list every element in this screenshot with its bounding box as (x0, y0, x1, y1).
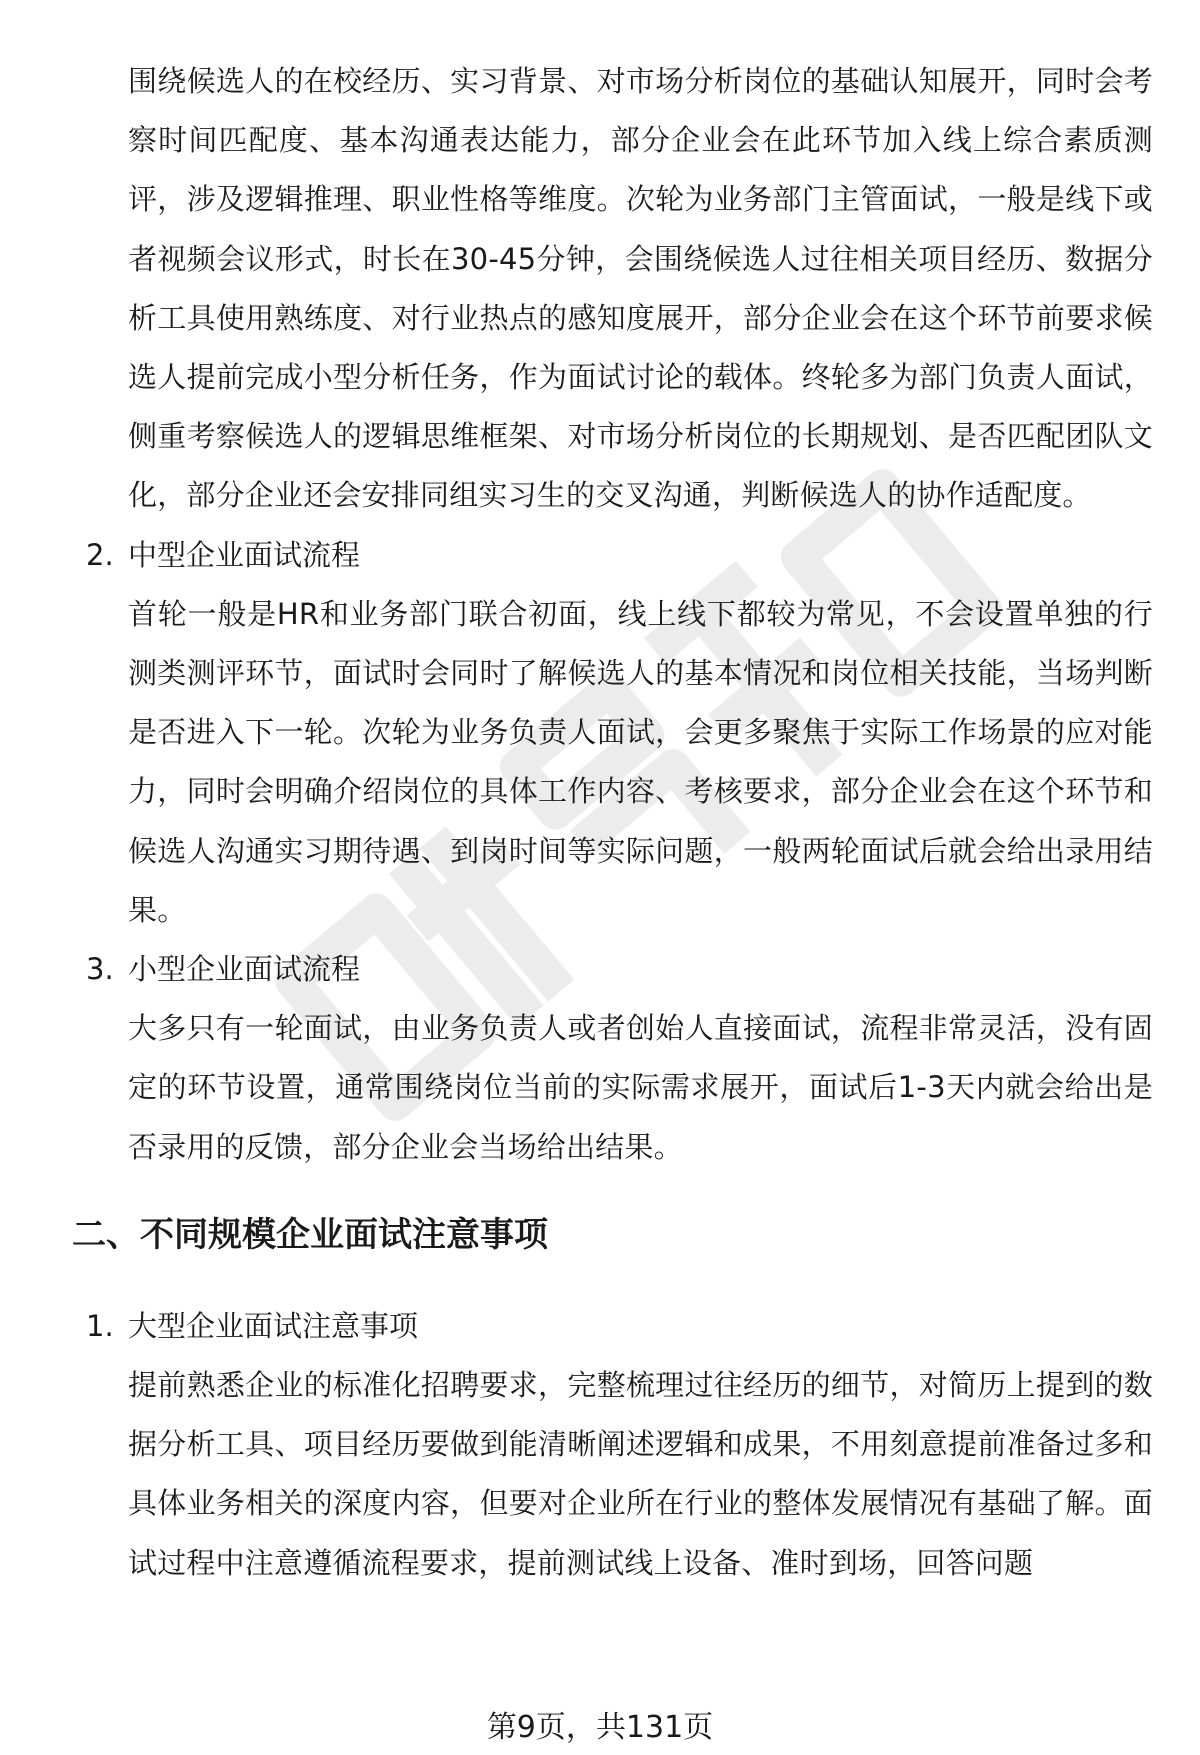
page-footer: 第9页，共131页 (486, 1710, 714, 1745)
item-body: 提前熟悉企业的标准化招聘要求，完整梳理过往经历的细节，对简历上提到的数据分析工具、项目经历要做到能清晰阐述逻辑和成果，不用刻意提前准备过多和具体业务相关的深度内容，但要对企业所在行业的整体发展情况有基础了解。面试过程中注意遵循流程要求，提前测试线上设备、准时到场，回答问题 (128, 1368, 1153, 1580)
item-number: 2. (86, 537, 114, 572)
item-title: 中型企业面试流程 (128, 537, 361, 572)
item-number: 1. (86, 1308, 114, 1343)
item-body: 大多只有一轮面试，由业务负责人或者创始人直接面试，流程非常灵活，没有固定的环节设置，通常围绕岗位当前的实际需求展开，面试后1-3天内就会给出是否录用的反馈，部分企业会当场给出结果。 (128, 1011, 1153, 1164)
item-title: 大型企业面试注意事项 (128, 1308, 419, 1343)
item-body: 首轮一般是HR和业务部门联合初面，线上线下都较为常见，不会设置单独的行测类测评环节，面试时会同时了解候选人的基本情况和岗位相关技能，当场判断是否进入下一轮。次轮为业务负责人面试，会更多聚焦于实际工作场景的应对能力，同时会明确介绍岗位的具体工作内容、考核要求，部分企业会在这个环节和候选人沟通实习期待遇、到岗时间等实际问题，一般两轮面试后就会给出录用结果。 (128, 596, 1153, 927)
section1-item-3 (0, 940, 1200, 1177)
item-number: 3. (86, 952, 114, 987)
item-title: 小型企业面试流程 (128, 952, 361, 987)
intro-paragraph: 围绕候选人的在校经历、实习背景、对市场分析岗位的基础认知展开，同时会考察时间匹配度、基本沟通表达能力，部分企业会在此环节加入线上综合素质测评，涉及逻辑推理、职业性格等维度。次轮为业务部门主管面试，一般是线下或者视频会议形式，时长在30-45分钟，会围绕候选人过往相关项目经历、数据分析工具使用熟练度、对行业热点的感知度展开，部分企业会在这个环节前要求候选人提前完成小型分析任务，作为面试讨论的载体。终轮多为部门负责人面试，侧重考察候选人的逻辑思维框架、对市场分析岗位的长期规划、是否匹配团队文化，部分企业还会安排同组实习生的交叉沟通，判断候选人的协作适配度。 (128, 64, 1153, 513)
document-body (0, 52, 1200, 1593)
section1-item-2 (0, 526, 1200, 940)
section-heading: 二、不同规模企业面试注意事项 (72, 1214, 548, 1255)
section2-item-1 (0, 1297, 1200, 1593)
